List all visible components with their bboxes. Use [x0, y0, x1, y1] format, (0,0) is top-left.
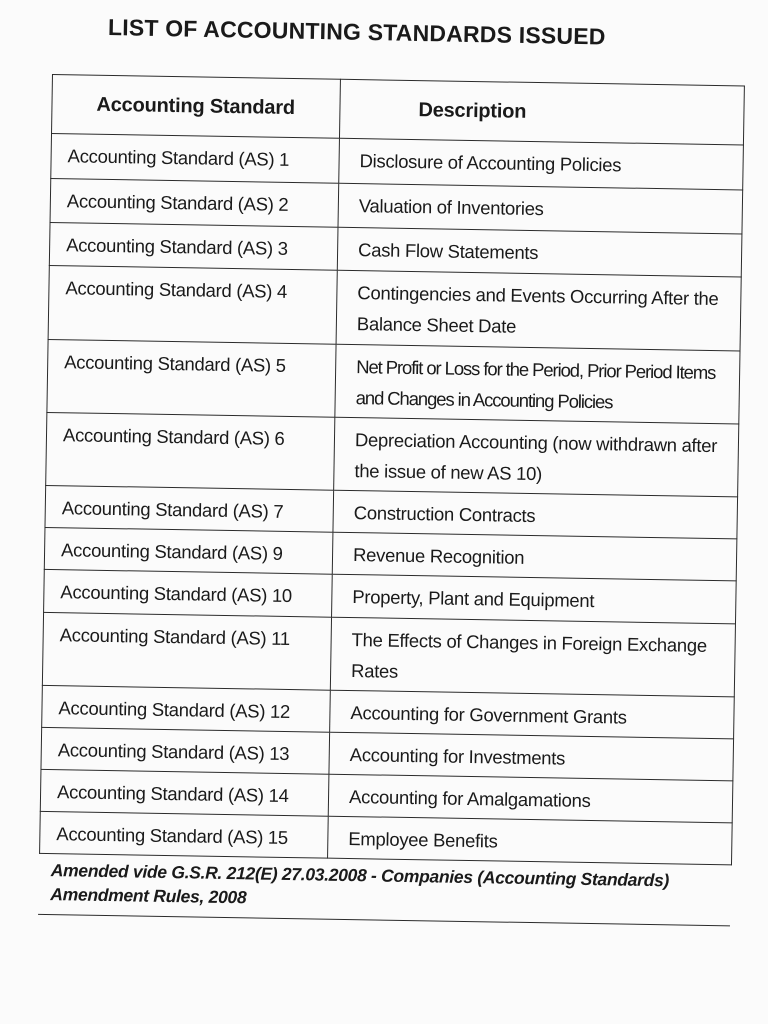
description-cell: Cash Flow Statements	[337, 227, 742, 277]
standard-cell: Accounting Standard (AS) 1	[51, 134, 340, 184]
standards-table	[39, 74, 745, 865]
description-cell: The Effects of Changes in Foreign Exchange Rates	[330, 617, 735, 697]
description-cell: Accounting for Government Grants	[330, 690, 735, 739]
page-title: LIST OF ACCOUNTING STANDARDS ISSUED	[107, 14, 606, 50]
column-header-standard: Accounting Standard	[52, 75, 341, 139]
standard-cell: Accounting Standard (AS) 15	[40, 811, 329, 858]
table-row	[47, 339, 740, 423]
amendment-footnote	[38, 854, 731, 926]
standard-cell: Accounting Standard (AS) 9	[44, 527, 333, 574]
description-cell: Property, Plant and Equipment	[332, 574, 737, 624]
standard-cell: Accounting Standard (AS) 14	[40, 769, 329, 816]
table-row	[42, 612, 735, 696]
footnote-line-2: Amendment Rules, 2008	[50, 884, 247, 908]
description-cell: Disclosure of Accounting Policies	[339, 138, 744, 190]
standard-cell: Accounting Standard (AS) 12	[42, 685, 331, 732]
column-header-description: Description	[339, 79, 744, 145]
standard-cell: Accounting Standard (AS) 3	[49, 222, 338, 270]
standard-cell: Accounting Standard (AS) 2	[50, 178, 339, 227]
standard-cell: Accounting Standard (AS) 7	[45, 485, 334, 532]
standard-cell: Accounting Standard (AS) 4	[48, 265, 337, 344]
standard-cell: Accounting Standard (AS) 5	[47, 339, 336, 417]
description-cell: Accounting for Amalgamations	[328, 774, 733, 823]
description-cell: Accounting for Investments	[329, 732, 734, 781]
table-row	[48, 265, 741, 350]
description-cell: Contingencies and Events Occurring After the Balance Sheet Date	[336, 270, 741, 351]
description-cell: Revenue Recognition	[332, 532, 737, 581]
table-row	[46, 412, 739, 496]
description-cell: Depreciation Accounting (now withdrawn after the issue of new AS 10)	[334, 417, 739, 497]
description-cell: Valuation of Inventories	[338, 183, 743, 234]
footnote-line-1: Amended vide G.S.R. 212(E) 27.03.2008 - Companies (Accounting Standards)	[50, 860, 670, 891]
description-cell: Construction Contracts	[333, 490, 738, 539]
standard-cell: Accounting Standard (AS) 11	[42, 612, 331, 690]
description-cell: Employee Benefits	[328, 816, 733, 865]
standard-cell: Accounting Standard (AS) 13	[41, 727, 330, 774]
standard-cell: Accounting Standard (AS) 6	[46, 412, 335, 490]
standards-table-container	[38, 74, 744, 926]
description-cell: Net Profit or Loss for the Period, Prior Period Items and Changes in Accounting Policies	[335, 344, 740, 424]
standard-cell: Accounting Standard (AS) 10	[44, 569, 333, 617]
